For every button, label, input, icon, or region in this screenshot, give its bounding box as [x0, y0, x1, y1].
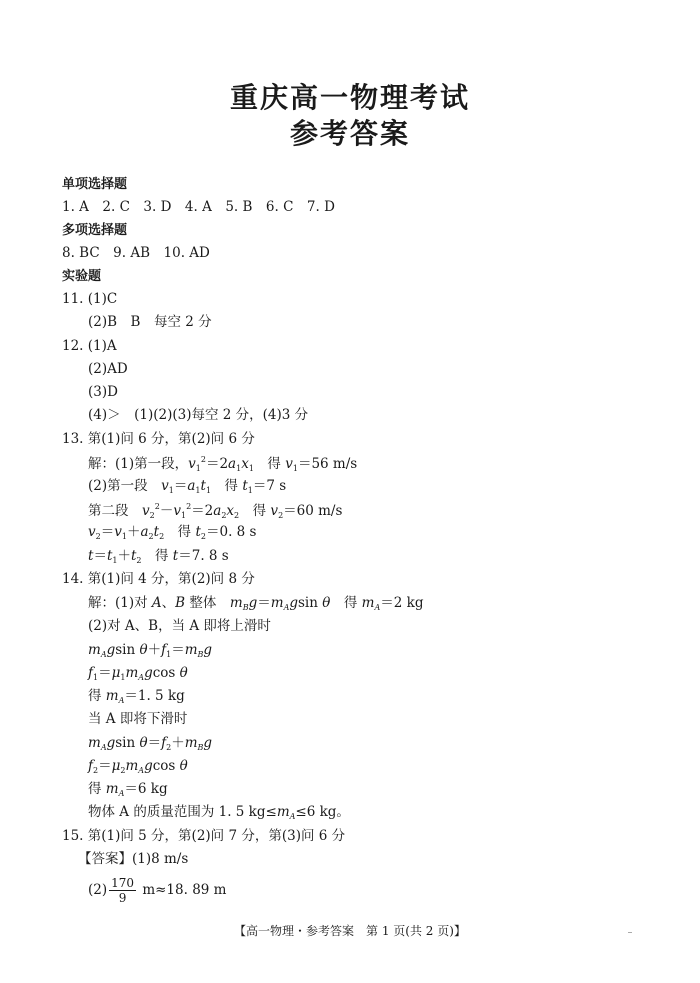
q13-line2: (2)第一段 $v_1=a_1t_1$ 得 $t_1=7$ s	[88, 478, 287, 495]
q12-part3: (3)D	[88, 384, 118, 400]
multi-choice-answers: 8. BC 9. AB 10. AD	[62, 245, 210, 261]
q12-part4: (4)＞ (1)(2)(3)每空 2 分，(4)3 分	[88, 407, 309, 423]
page-subtitle: 参考答案	[289, 117, 410, 150]
q13-header: 13. 第(1)问 6 分，第(2)问 6 分	[62, 431, 255, 447]
page-title: 重庆高一物理考试	[229, 81, 470, 114]
q14-header: 14. 第(1)问 4 分，第(2)问 8 分	[62, 571, 255, 587]
q14-line10: 物体 A 的质量范围为 1. 5 $kg\le m_A\le 6$ kg。	[88, 804, 350, 821]
q11-part1: 11. (1)C	[62, 291, 118, 307]
q13-line4: $v_2=v_1+a_2t_2$ 得 $t_2=0$. 8 s	[88, 524, 257, 541]
section-experiment: 实验题	[62, 269, 102, 284]
q14-line9: 得 $m_A=6$ kg	[88, 781, 168, 798]
page-footer: 【高一物理・参考答案 第 1 页(共 2 页)】	[234, 924, 466, 938]
q14-line1: 解：(1)对 A、B 整体 $m_Bg=m_Agsin$ θ 得 $m_A=2$ kg	[88, 595, 424, 612]
q11-part2: (2)B B 每空 2 分	[88, 314, 212, 330]
q12-part2: (2)AD	[88, 361, 128, 377]
q13-line5: $t=t_1+t_2$ 得 t＝7. 8 s	[88, 548, 229, 565]
fraction: $\frac{170}{9}$	[111, 876, 135, 905]
q13-line3: 第二段 $v_2^2-v_1^2=2a_2x_2$ 得 $v_2=60$ m/s	[88, 502, 343, 520]
q12-part1: 12. (1)A	[62, 338, 117, 354]
q13-line1: 解：(1)第一段，$v_1^2=2a_1x_1$ 得 $v_1=56$ m/s	[88, 455, 358, 473]
q14-line8: $f_2=\mu_2m_Agcos$ θ	[88, 758, 188, 775]
scan-mark	[628, 932, 632, 933]
q14-line7: $m_Agsin$ $\theta=f_2+m_Bg$	[88, 735, 213, 752]
section-multi-choice: 多项选择题	[62, 223, 128, 238]
section-single-choice: 单项选择题	[62, 177, 128, 192]
q14-line3: $m_Agsin$ $\theta+f_1=m_Bg$	[88, 642, 213, 659]
q15-answer1: 【答案】(1)8 m/s	[78, 851, 189, 867]
q14-line5: 得 $m_A=1$. 5 kg	[88, 688, 185, 705]
q14-line2: (2)对 A、B，当 A 即将上滑时	[88, 618, 271, 634]
q15-answer2: (2) $\frac{170}{9}$ m≈18. 89 m	[88, 876, 227, 905]
q14-line4: $f_1=\mu_1m_Agcos$ θ	[88, 665, 188, 682]
single-choice-answers: 1. A 2. C 3. D 4. A 5. B 6. C 7. D	[62, 199, 335, 215]
q14-line6: 当 A 即将下滑时	[88, 711, 188, 727]
q15-header: 15. 第(1)问 5 分，第(2)问 7 分，第(3)问 6 分	[62, 828, 346, 844]
